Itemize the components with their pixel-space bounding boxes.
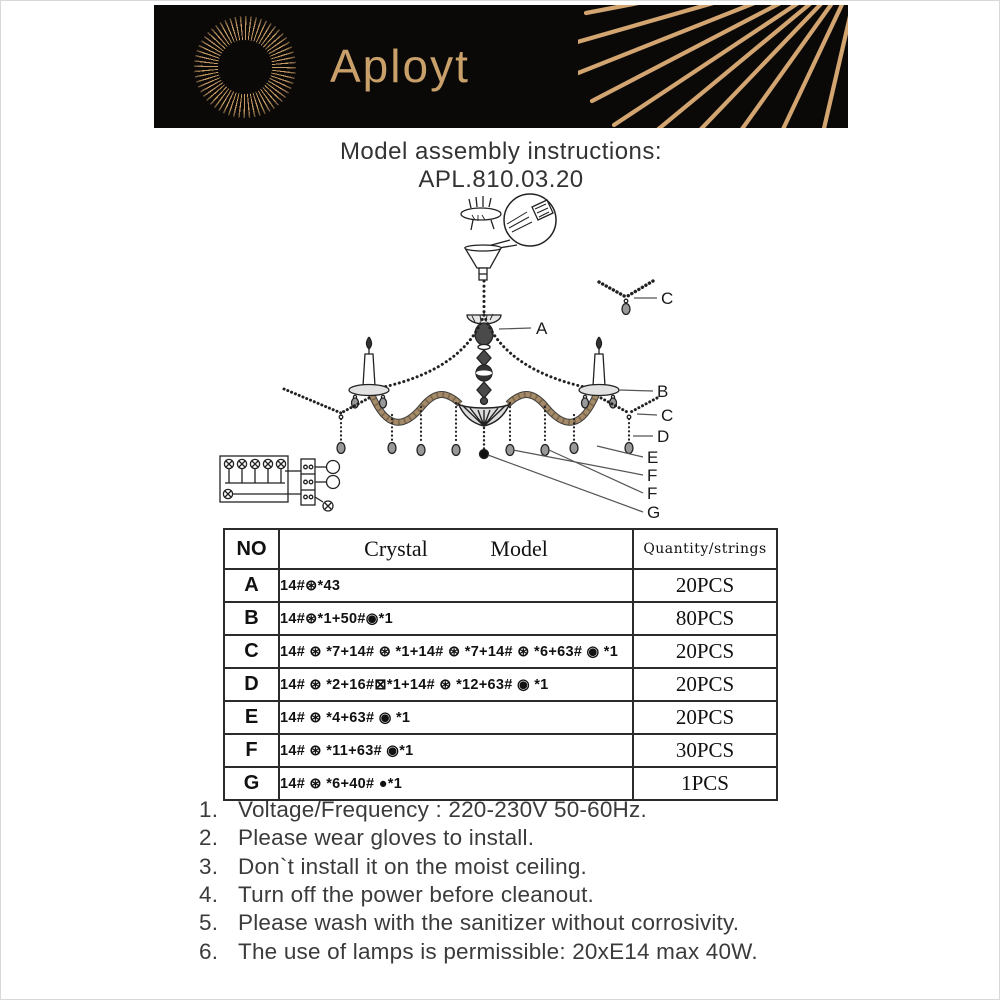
instruction-list — [199, 796, 879, 966]
list-item — [199, 796, 879, 824]
row-c-qty: 20PCS — [633, 635, 777, 668]
item-text: Voltage/Frequency : 220-230V 50-60Hz. — [238, 797, 647, 823]
header-quantity: Quantity/strings — [633, 529, 777, 569]
item-number: 5. — [199, 910, 219, 936]
item-text: Please wear gloves to install. — [238, 825, 535, 851]
row-d-model: 14# ⊛ *2+16#⊠*1+14# ⊛ *12+63# ◉ *1 — [279, 668, 633, 701]
item-text: Turn off the power before cleanout. — [238, 882, 594, 908]
candle-arm-right — [579, 337, 619, 408]
row-e-no: E — [224, 701, 279, 734]
row-d-no: D — [224, 668, 279, 701]
callout-label-e: E — [647, 448, 659, 467]
table-row — [224, 602, 777, 635]
list-item — [199, 853, 879, 881]
row-e-qty: 20PCS — [633, 701, 777, 734]
item-text: Please wash with the sanitizer without corrosivity. — [238, 910, 740, 936]
item-number: 3. — [199, 853, 219, 879]
row-a-qty: 20PCS — [633, 569, 777, 602]
fan-rays-decoration — [578, 5, 848, 128]
brand-name: Aployt — [330, 40, 470, 92]
callout-label-g: G — [647, 503, 661, 522]
list-item — [199, 881, 879, 909]
table-row — [224, 668, 777, 701]
callout-label-b: B — [657, 382, 669, 401]
row-b-qty: 80PCS — [633, 602, 777, 635]
row-e-model: 14# ⊛ *4+63# ◉ *1 — [279, 701, 633, 734]
callout-label-a: A — [536, 319, 548, 338]
chandelier-assembly-diagram — [171, 189, 711, 524]
row-f-qty: 30PCS — [633, 734, 777, 767]
starburst-logo-icon — [194, 16, 296, 118]
row-c-no: C — [224, 635, 279, 668]
row-f-no: F — [224, 734, 279, 767]
center-bowl-drawing — [458, 403, 510, 459]
header-no: NO — [224, 529, 279, 569]
row-a-no: A — [224, 569, 279, 602]
table-row — [224, 635, 777, 668]
callout-label-d: D — [657, 427, 670, 446]
list-item — [199, 824, 879, 852]
bead-swag-left — [369, 315, 484, 390]
page-title: Model assembly instructions: — [339, 138, 663, 165]
table-header-row — [224, 529, 777, 569]
item-number: 6. — [199, 938, 219, 964]
row-c-model: 14# ⊛ *7+14# ⊛ *1+14# ⊛ *7+14# ⊛ *6+63# ◉ *1 — [279, 635, 633, 668]
callout-label-c: C — [661, 406, 674, 425]
callout-label-c-top: C — [661, 289, 674, 308]
list-item — [199, 937, 879, 965]
item-number: 4. — [199, 882, 219, 908]
center-column-drawing — [467, 314, 501, 405]
callout-label-f2: F — [647, 484, 658, 503]
callout-label-f1: F — [647, 466, 658, 485]
item-text: The use of lamps is permissible: 20xE14 max 40W. — [238, 938, 758, 964]
table-row — [224, 569, 777, 602]
table-row — [224, 701, 777, 734]
row-g-model: 14# ⊛ *6+40# ●*1 — [279, 767, 633, 800]
wiring-schematic — [220, 456, 340, 511]
row-b-no: B — [224, 602, 279, 635]
item-number: 1. — [199, 797, 219, 823]
row-a-model: 14#⊛*43 — [279, 569, 633, 602]
item-number: 2. — [199, 825, 219, 851]
crystal-parts-table — [223, 528, 778, 801]
wiring-detail-magnifier — [473, 194, 556, 252]
item-text: Don`t install it on the moist ceiling. — [238, 853, 588, 879]
ceiling-mount-drawing — [461, 196, 501, 230]
brand-banner — [154, 5, 848, 128]
canopy-drawing — [465, 245, 501, 280]
row-f-model: 14# ⊛ *11+63# ◉*1 — [279, 734, 633, 767]
row-g-no: G — [224, 767, 279, 800]
row-g-qty: 1PCS — [633, 767, 777, 800]
row-d-qty: 20PCS — [633, 668, 777, 701]
table-row — [224, 734, 777, 767]
model-number: APL.810.03.20 — [418, 166, 584, 193]
row-b-model: 14#⊛*1+50#◉*1 — [279, 602, 633, 635]
list-item — [199, 909, 879, 937]
callout-leader-lines — [488, 298, 657, 512]
header-crystal-model: Crystal Model — [279, 529, 633, 569]
